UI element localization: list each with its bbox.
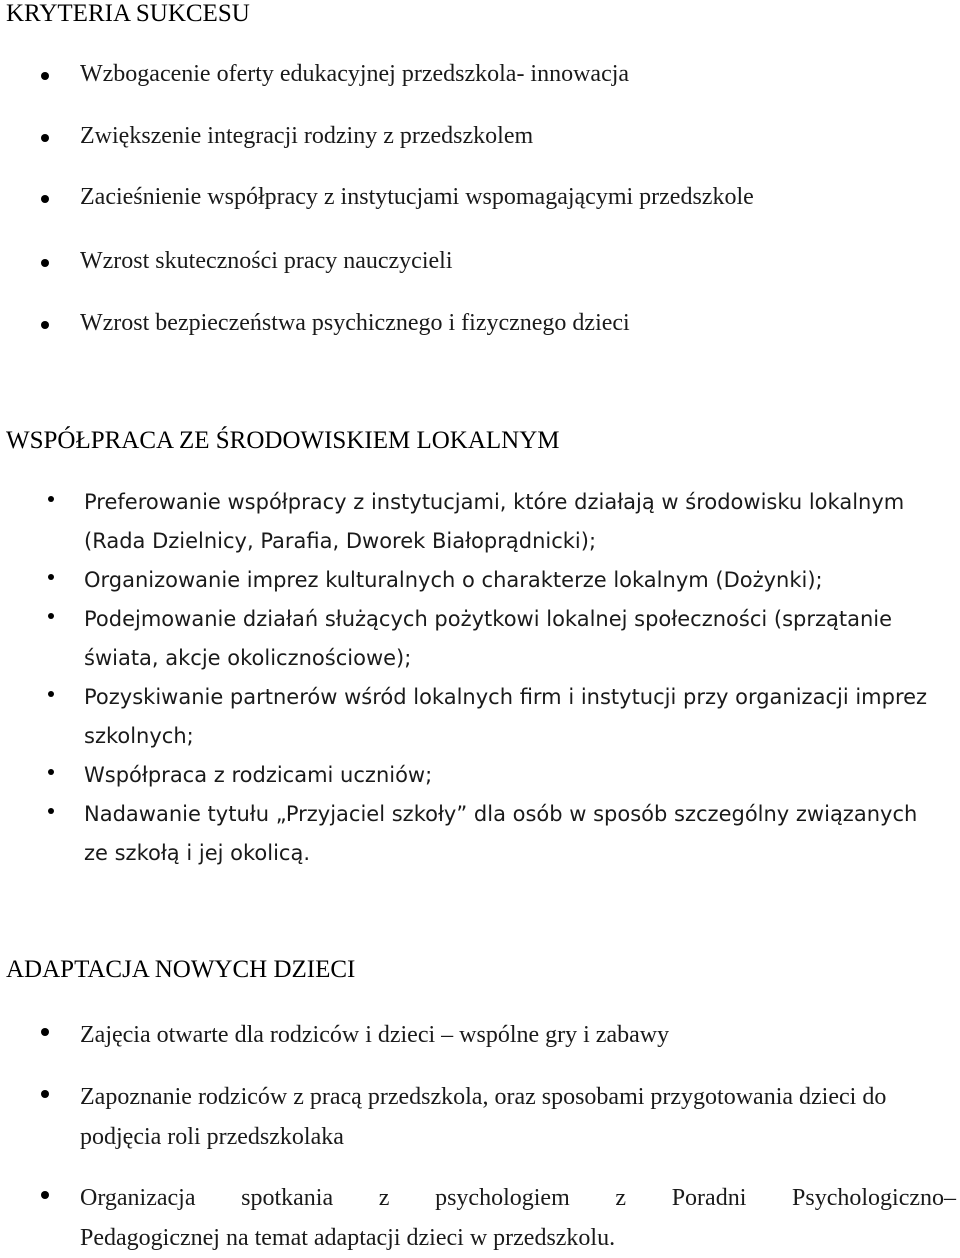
bullet-icon — [48, 496, 54, 502]
list-item-text: Podejmowanie działań służących pożytkowi lokalnej społeczności (sprzątanie świata, akcje okolicznościowe); — [84, 607, 893, 670]
bullet-icon — [41, 321, 49, 329]
bullet-icon — [48, 574, 54, 580]
list-item-text: Wzrost bezpieczeństwa psychicznego i fizycznego dzieci — [80, 310, 630, 336]
list-item-text: Preferowanie współpracy z instytucjami, które działają w środowisku lokalnym (Rada Dzielnicy, Parafia, Dworek Białoprądnicki); — [84, 490, 905, 553]
bullet-icon — [48, 808, 54, 814]
section-heading-kryteria-sukcesu: KRYTERIA SUKCESU — [6, 0, 250, 27]
list-item-text-line: Pedagogicznej na temat adaptacji dzieci w przedszkolu. — [80, 1225, 616, 1251]
bullet-icon — [41, 72, 49, 80]
list-item-text: Zacieśnienie współpracy z instytucjami wspomagającymi przedszkole — [80, 184, 754, 210]
bullet-icon — [41, 195, 49, 203]
list-item-text: Organizowanie imprez kulturalnych o charakterze lokalnym (Dożynki); — [84, 568, 823, 592]
bullet-icon — [48, 691, 54, 697]
bullet-icon — [48, 613, 54, 619]
section-heading-wspolpraca: WSPÓŁPRACA ZE ŚRODOWISKIEM LOKALNYM — [6, 427, 560, 454]
bullet-icon — [41, 1191, 49, 1199]
list-item-text: Wzrost skuteczności pracy nauczycieli — [80, 248, 453, 274]
list-item-text: Zajęcia otwarte dla rodziców i dzieci – wspólne gry i zabawy — [80, 1022, 670, 1048]
list-item-text: Współpraca z rodzicami uczniów; — [84, 763, 433, 787]
section-heading-adaptacja: ADAPTACJA NOWYCH DZIECI — [6, 956, 356, 983]
list-item-text: Pozyskiwanie partnerów wśród lokalnych firm i instytucji przy organizacji imprez szkolnych; — [84, 685, 928, 748]
list-item-text-line: Organizacja spotkania z psychologiem z Poradni Psychologiczno– — [80, 1185, 956, 1211]
list-item-text: Wzbogacenie oferty edukacyjnej przedszkola- innowacja — [80, 61, 630, 87]
bullet-icon — [41, 134, 49, 142]
bullet-icon — [41, 259, 49, 267]
list-item-text: Zapoznanie rodziców z pracą przedszkola, oraz sposobami przygotowania dzieci do podjęcia roli przedszkolaka — [80, 1084, 887, 1150]
list-item-text: Zwiększenie integracji rodziny z przedszkolem — [80, 123, 534, 149]
bullet-icon — [41, 1090, 49, 1098]
bullet-icon — [48, 769, 54, 775]
bullet-icon — [41, 1028, 49, 1036]
list-item-text: Nadawanie tytułu „Przyjaciel szkoły” dla osób w sposób szczególny związanych ze szkołą i jej okolicą. — [84, 802, 918, 865]
list-item-text — [80, 1178, 956, 1258]
